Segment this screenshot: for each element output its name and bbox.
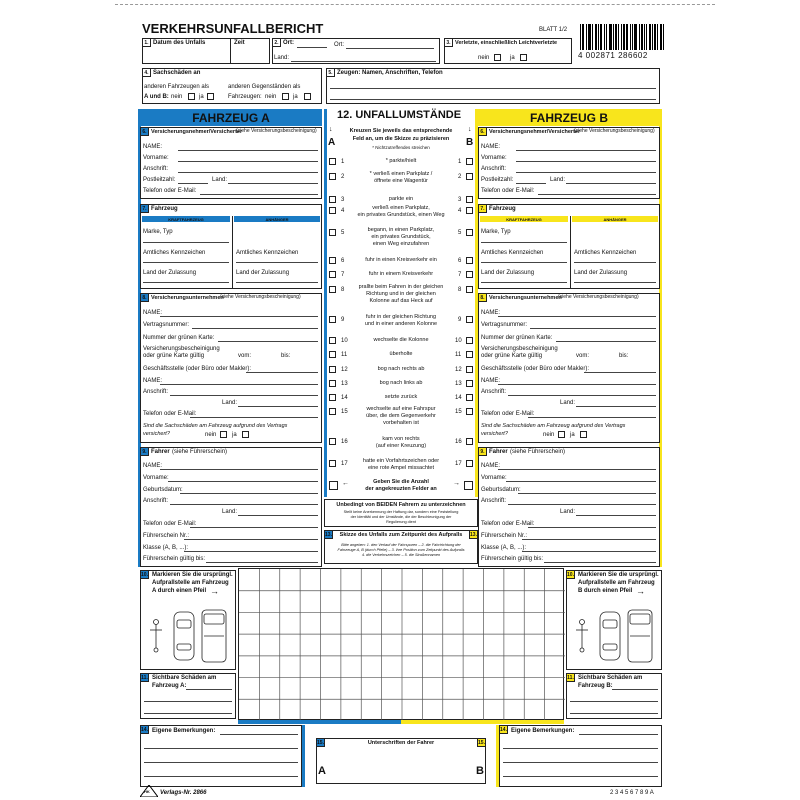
vehicle-b-s8-from: vom: <box>576 353 590 359</box>
vehicle-b-s11-l2: Fahrzeug B: <box>578 683 613 689</box>
vehicle-a-s8-question: Sind die Sachschäden am Fahrzeug aufgrund des Vertrags <box>143 423 288 429</box>
field-time-label: Zeit <box>234 40 245 46</box>
circ-b-num-13: 13 <box>455 381 462 387</box>
circ-text-9: und in einer anderen Kolonne <box>364 321 438 327</box>
vehicle-a-s10-num: 10. <box>141 571 148 578</box>
vehicle-a-s9-address: Anschrift: <box>143 498 169 504</box>
circ-a-checkbox-14[interactable] <box>329 394 336 401</box>
center-instr3: * Nichtzutreffendes streichen <box>372 145 430 150</box>
field-witnesses-label: Zeugen: Namen, Anschriften, Telefon <box>337 70 443 76</box>
field-damage-yes2: ja <box>293 94 298 100</box>
field-place-label2: Ort: <box>334 42 344 48</box>
vehicle-a-s9-firstname: Vorname: <box>143 475 169 481</box>
field-date-num: 1. <box>142 38 151 47</box>
signature-a-letter: A <box>318 765 326 777</box>
circ-b-num-12: 12 <box>455 367 462 373</box>
vehicle-b-header: FAHRZEUG B <box>478 109 660 126</box>
barcode-number: 4 002871 286602 <box>578 51 648 60</box>
count-right-arrow-icon: → <box>453 480 460 487</box>
circ-a-checkbox-15[interactable] <box>329 408 336 415</box>
vehicle-a-s8-valid: oder grüne Karte gültig <box>143 353 205 359</box>
vehicle-b-s8-phone: Telefon oder E-Mail: <box>481 411 535 417</box>
vehicle-a-s6-zip: Postleitzahl: <box>143 177 176 183</box>
vehicle-a-s8-contract: Vertragsnummer: <box>143 322 190 328</box>
vehicle-a-s8-note: (siehe Versicherungsbescheinigung) <box>220 294 301 300</box>
circ-a-num-12: 12 <box>341 367 348 373</box>
circ-b-num-8: 8 <box>458 287 462 293</box>
signatures-num-b: 15. <box>478 739 485 746</box>
vehicle-b-s9-country: Land: <box>560 509 576 515</box>
circ-b-checkbox-3[interactable] <box>466 196 473 203</box>
circ-a-num-9: 9 <box>341 317 345 323</box>
circ-text-10: wechselte die Kolonne <box>373 337 429 343</box>
vehicle-b-s6-note: (siehe Versicherungsbescheinigung) <box>574 128 655 134</box>
vehicle-b-s8-label: Versicherungsunternehmen <box>489 295 562 301</box>
vehicle-a-s9-name: NAME: <box>143 463 163 469</box>
vehicle-b-s7-plate2: Amtliches Kennzeichen <box>574 250 637 256</box>
vehicle-a-s6-phone: Telefon oder E-Mail: <box>143 188 197 194</box>
field-injured-num: 3. <box>444 38 453 47</box>
vehicle-b-s9-num: 9. <box>478 447 487 456</box>
vehicle-b-s6-address: Anschrift: <box>481 166 507 172</box>
vehicle-a-s8-to: bis: <box>281 353 291 359</box>
vehicle-a-s6-name: NAME: <box>143 144 163 150</box>
vehicle-a-s9-note: (siehe Führerschein) <box>172 449 228 455</box>
publisher-number: Verlags-Nr. 2866 <box>160 790 207 796</box>
sketch-grid[interactable] <box>238 568 564 720</box>
top-dashed-line <box>115 4 715 5</box>
circ-text-6: fuhr in einen Kreisverkehr ein <box>365 257 437 263</box>
circ-text-15: vorbehalten ist <box>383 420 419 426</box>
vehicle-b-s10-num: 10. <box>567 571 574 578</box>
vehicle-b-s8-greencard: Nummer der grünen Karte: <box>481 335 553 341</box>
vehicle-b-s6-label: Versicherungsnehmer/Versicherter <box>489 129 581 135</box>
circ-b-checkbox-12[interactable] <box>466 366 473 373</box>
field-damage-label: Sachschäden an <box>153 70 201 76</box>
circ-text-7: fuhr in einem Kreisverkehr <box>368 271 434 277</box>
circ-text-8: prallte beim Fahren in der gleichen <box>358 284 444 290</box>
field-damage-veh1: anderen Fahrzeugen als <box>144 84 210 90</box>
vehicle-b-s7-num: 7. <box>478 204 487 213</box>
center-col-b: B <box>466 137 474 148</box>
vehicle-a-s9-class: Klasse (A, B, ...): <box>143 545 189 551</box>
vehicle-b-s6-num: 6. <box>478 127 487 136</box>
circ-b-checkbox-7[interactable] <box>466 271 473 278</box>
center-title: 12. UNFALLUMSTÄNDE <box>337 109 462 121</box>
circ-a-num-4: 4 <box>341 208 345 214</box>
vehicle-b-s9-valid: Führerschein gültig bis: <box>481 556 544 562</box>
vehicle-b-s9-firstname: Vorname: <box>481 475 507 481</box>
vehicle-a-s8-office: Geschäftsstelle (oder Büro oder Makler): <box>143 366 252 372</box>
vehicle-a-s8-yes: ja <box>232 432 237 438</box>
circ-text-16: (auf einer Kreuzung) <box>375 443 427 449</box>
center-sign2: Stellt keine Anerkennung der Haftung dar, sondern eine Feststellung <box>343 510 459 514</box>
vehicle-b-s9-license: Führerschein Nr.: <box>481 533 528 539</box>
vehicle-a-s8-no-checkbox[interactable] <box>220 431 227 438</box>
vehicle-a-s10-l3: A durch einen Pfeil <box>152 588 207 594</box>
vehicle-a-s6-country: Land: <box>212 177 228 183</box>
circ-b-num-15: 15 <box>455 409 462 415</box>
circ-b-checkbox-6[interactable] <box>466 257 473 264</box>
circ-text-14: setzte zurück <box>384 394 418 400</box>
vehicle-b-s10-l2: Aufprallstelle am Fahrzeug <box>578 580 655 586</box>
circ-text-4: verließ einen Parkplatz, <box>372 205 430 211</box>
circ-b-checkbox-4[interactable] <box>466 207 473 214</box>
vehicle-b-s8-country: Land: <box>560 400 576 406</box>
vehicle-b-s8-note: (siehe Versicherungsbescheinigung) <box>558 294 639 300</box>
circ-b-num-10: 10 <box>455 338 462 344</box>
center-instr1: Kreuzen Sie jeweils das entsprechende <box>349 128 453 134</box>
circ-b-checkbox-11[interactable] <box>466 351 473 358</box>
signature-b-letter: B <box>476 765 484 777</box>
vehicle-a-s8-no: nein <box>205 432 217 438</box>
circ-a-num-7: 7 <box>341 272 345 278</box>
vehicle-b-s7-label: Fahrzeug <box>489 206 516 212</box>
circ-b-checkbox-15[interactable] <box>466 408 473 415</box>
vehicle-b-s9-note: (siehe Führerschein) <box>510 449 566 455</box>
center-instr2: Feld an, um die Skizze zu präzisieren <box>352 136 450 142</box>
vehicle-a-s9-label: Fahrer <box>151 449 170 455</box>
circ-b-num-4: 4 <box>458 208 462 214</box>
field-witnesses-num: 5. <box>326 68 335 77</box>
circ-text-16: kam von rechts <box>382 436 420 442</box>
circ-a-checkbox-6[interactable] <box>329 257 336 264</box>
vehicle-b-s8-no-checkbox[interactable] <box>558 431 565 438</box>
circ-b-checkbox-9[interactable] <box>466 316 473 323</box>
circ-a-num-11: 11 <box>341 352 348 358</box>
field-damage-obj2: Fahrzeugen: <box>228 94 262 100</box>
vehicle-b-s8-question2: versichert? <box>481 431 508 437</box>
circ-a-checkbox-4[interactable] <box>329 207 336 214</box>
vehicle-b-s7-country: Land der Zulassung <box>481 270 535 276</box>
vehicle-a-s6-address: Anschrift: <box>143 166 169 172</box>
vehicle-b-s9-address: Anschrift: <box>481 498 507 504</box>
vehicle-b-s7-country2: Land der Zulassung <box>574 270 628 276</box>
vehicle-a-s9-license: Führerschein Nr.: <box>143 533 190 539</box>
vehicle-b-s9-label: Fahrer <box>489 449 508 455</box>
circ-a-checkbox-12[interactable] <box>329 366 336 373</box>
circ-text-5: begann, in einen Parkplatz, <box>367 227 435 233</box>
vehicle-a-s10-l1: Markieren Sie die ursprüngl. <box>152 572 233 578</box>
circ-text-17: hatte ein Vorfahrtszeichen oder <box>362 458 440 464</box>
vehicle-b-s8-cert: Versicherungsbescheinigung <box>481 346 558 352</box>
vehicle-a-s9-valid: Führerschein gültig bis: <box>143 556 206 562</box>
vehicle-a-s14-num: 14. <box>141 726 148 733</box>
circ-a-checkbox-13[interactable] <box>329 380 336 387</box>
circ-b-checkbox-13[interactable] <box>466 380 473 387</box>
circ-text-13: bog nach links ab <box>379 380 423 386</box>
vehicle-a-s9-phone: Telefon oder E-Mail: <box>143 521 197 527</box>
circ-text-5: ein privates Grundstück, <box>371 234 431 240</box>
circ-b-checkbox-10[interactable] <box>466 337 473 344</box>
center-sign3: der Identität und der Umstände, die der Beschleunigung der <box>350 515 452 519</box>
circ-a-num-15: 15 <box>341 409 348 415</box>
sketch-num-a: 13. <box>325 531 332 538</box>
center-sign4: Regulierung dient <box>386 520 416 524</box>
field-injured-yes: ja <box>510 55 515 61</box>
circ-a-checkbox-1[interactable] <box>329 158 336 165</box>
vehicle-b-s6-country: Land: <box>550 177 566 183</box>
vehicle-a-s8-yes-checkbox[interactable] <box>242 431 249 438</box>
field-damage-yes: ja <box>199 94 204 100</box>
circ-a-checkbox-17[interactable] <box>329 460 336 467</box>
circ-a-checkbox-11[interactable] <box>329 351 336 358</box>
circ-a-num-3: 3 <box>341 197 345 203</box>
circ-a-num-8: 8 <box>341 287 345 293</box>
vehicle-a-s9-country: Land: <box>222 509 238 515</box>
vehicle-a-s8-name2: NAME: <box>143 378 163 384</box>
vehicle-a-s6-note: (siehe Versicherungsbescheinigung) <box>236 128 317 134</box>
vehicle-a-remarks-stripe <box>302 725 305 787</box>
signatures-label: Unterschriften der Fahrer <box>367 740 435 746</box>
vehicle-b-s8-no: nein <box>543 432 555 438</box>
vehicle-a-s10-l2: Aufprallstelle am Fahrzeug <box>152 580 229 586</box>
circ-b-num-6: 6 <box>458 258 462 264</box>
vehicle-a-s8-cert: Versicherungsbescheinigung <box>143 346 220 352</box>
circ-text-15: über, die dem Gegenverkehr <box>366 413 436 419</box>
sketch-note3: 4. die Verkehrszeichen – 5. die Straßennamen <box>361 553 441 557</box>
circ-text-12: bog nach rechts ab <box>377 366 425 372</box>
serial-number: 2 3 4 5 6 7 8 9 A <box>610 790 654 796</box>
vehicle-a-s8-name: NAME: <box>143 310 163 316</box>
vehicle-b-s8-name: NAME: <box>481 310 501 316</box>
vehicle-a-s11-num: 11. <box>141 674 148 681</box>
count-b-checkbox[interactable] <box>464 481 473 490</box>
vehicle-b-s8-valid: oder grüne Karte gültig <box>481 353 543 359</box>
form-title: VERKEHRSUNFALLBERICHT <box>142 21 324 36</box>
center-count1: Geben Sie die Anzahl <box>373 479 429 485</box>
vehicle-a-s6-firstname: Vorname: <box>143 155 169 161</box>
vehicle-a-s7-motor: KRAFTFAHRZEUG <box>142 216 230 222</box>
circ-a-num-17: 17 <box>341 461 348 467</box>
field-damage-obj1: anderen Gegenständen als <box>228 84 301 90</box>
field-damage-no2: nein <box>265 94 277 100</box>
circ-text-9: fuhr in der gleichen Richtung <box>365 314 436 320</box>
circ-b-num-5: 5 <box>458 230 462 236</box>
circ-b-num-14: 14 <box>455 395 462 401</box>
circ-text-17: eine rote Ampel missachtet <box>367 465 435 471</box>
field-damage-veh2: A und B: <box>144 94 169 100</box>
vehicle-a-s8-num: 8. <box>140 293 149 302</box>
vehicle-a-s9-birth: Geburtsdatum: <box>143 487 183 493</box>
field-place-num: 2. <box>272 38 281 47</box>
center-sign1: Unbedingt von BEIDEN Fahrern zu unterzeichnen <box>336 502 466 508</box>
circ-text-8: Kolonne auf das Heck auf <box>369 298 433 304</box>
vehicle-b-s10-l3: B durch einen Pfeil <box>578 588 633 594</box>
vehicle-a-s11-l1: Sichtbare Schäden am <box>152 675 217 681</box>
vehicle-b-s9-name: NAME: <box>481 463 501 469</box>
vehicle-a-s8-greencard: Nummer der grünen Karte: <box>143 335 215 341</box>
vehicle-b-s6-phone: Telefon oder E-Mail: <box>481 188 535 194</box>
signatures-num-a: 15. <box>317 739 324 746</box>
vehicle-b-s7-brand: Marke, Typ <box>481 229 511 235</box>
circ-a-checkbox-16[interactable] <box>329 438 336 445</box>
circ-b-checkbox-5[interactable] <box>466 229 473 236</box>
field-place-label: Ort: <box>283 40 294 46</box>
vehicle-b-s14-num: 14. <box>500 726 507 733</box>
vehicle-b-s8-question: Sind die Sachschäden am Fahrzeug aufgrund des Vertrags <box>481 423 626 429</box>
sketch-label: Skizze des Unfalls zum Zeitpunkt des Aufpralls <box>339 532 463 538</box>
vehicle-a-s8-from: vom: <box>238 353 252 359</box>
center-col-a: A <box>328 137 336 148</box>
vehicle-a-s7-label: Fahrzeug <box>151 206 178 212</box>
sketch-note2: Fahrzeuge A, B (durch Pfeile) – 3. ihre Position zum Zeitpunkt des Aufpralls <box>337 548 465 552</box>
sheet-label: BLATT 1/2 <box>539 27 568 33</box>
circ-a-num-14: 14 <box>341 395 348 401</box>
circ-a-num-10: 10 <box>341 338 348 344</box>
sketch-num-b: 13. <box>470 531 477 538</box>
vehicle-a-s8-phone: Telefon oder E-Mail: <box>143 411 197 417</box>
circ-a-checkbox-7[interactable] <box>329 271 336 278</box>
circ-b-num-1: 1 <box>458 159 462 165</box>
vehicle-b-s11-num: 11. <box>567 674 574 681</box>
circ-a-num-16: 16 <box>341 439 348 445</box>
vehicle-b-s7-motor: KRAFTFAHRZEUG <box>480 216 568 222</box>
circ-text-2: * verließ einen Parkplatz / <box>369 171 433 177</box>
vehicle-a-s7-plate2: Amtliches Kennzeichen <box>236 250 299 256</box>
circ-b-num-17: 17 <box>455 461 462 467</box>
vehicle-a-s8-label: Versicherungsunternehmen <box>151 295 224 301</box>
circ-text-3: parkte ein <box>388 196 414 202</box>
vehicle-b-s6-zip: Postleitzahl: <box>481 177 514 183</box>
vehicle-b-s8-to: bis: <box>619 353 629 359</box>
sketch-bottom-stripe <box>238 720 564 724</box>
circ-b-checkbox-2[interactable] <box>466 173 473 180</box>
vehicle-b-s9-birth: Geburtsdatum: <box>481 487 521 493</box>
vehicle-b-s8-yes-checkbox[interactable] <box>580 431 587 438</box>
vehicle-a-s7-trailer: ANHÄNGER <box>234 216 320 222</box>
center-count2: der angekreuzten Felder an <box>365 486 437 492</box>
vehicle-b-s7-plate: Amtliches Kennzeichen <box>481 250 544 256</box>
circ-b-checkbox-1[interactable] <box>466 158 473 165</box>
circ-a-checkbox-8[interactable] <box>329 286 336 293</box>
circ-a-checkbox-9[interactable] <box>329 316 336 323</box>
vehicle-a-s7-brand: Marke, Typ <box>143 229 173 235</box>
vehicle-a-s7-country2: Land der Zulassung <box>236 270 290 276</box>
vehicle-a-s6-num: 6. <box>140 127 149 136</box>
circ-a-checkbox-5[interactable] <box>329 229 336 236</box>
circ-text-1: * parkte/hielt <box>385 158 417 164</box>
down-arrow-a-icon: ↓ <box>329 126 333 133</box>
vehicle-b-diagrams <box>570 606 658 671</box>
field-injured-no-checkbox[interactable] <box>494 54 501 61</box>
field-date-label: Datum des Unfalls <box>153 40 206 46</box>
field-injured-yes-checkbox[interactable] <box>520 54 527 61</box>
circ-b-num-11: 11 <box>455 352 462 358</box>
arrow-right-icon: → <box>210 586 219 596</box>
vehicle-a-s11-l2: Fahrzeug A: <box>152 683 187 689</box>
sketch-note1: Bitte angeben: 1. den Verlauf der Fahrspuren – 2. die Fahrtrichtung der <box>341 543 461 547</box>
circ-a-checkbox-10[interactable] <box>329 337 336 344</box>
circ-text-11: überholte <box>389 351 413 357</box>
circ-a-checkbox-3[interactable] <box>329 196 336 203</box>
vehicle-b-s8-address: Anschrift: <box>481 389 507 395</box>
field-damage-no: nein <box>171 94 183 100</box>
circ-b-num-16: 16 <box>455 439 462 445</box>
circ-text-4: ein privates Grundstück, einen Weg <box>357 212 445 218</box>
field-injured-label: Verletzte, einschließlich Leichtverletzte <box>455 40 558 46</box>
circ-a-num-5: 5 <box>341 230 345 236</box>
circ-a-num-1: 1 <box>341 159 345 165</box>
vehicle-a-s9-num: 9. <box>140 447 149 456</box>
vehicle-a-s8-address: Anschrift: <box>143 389 169 395</box>
field-country-label: Land: <box>274 55 290 61</box>
vehicle-b-s7-trailer: ANHÄNGER <box>572 216 658 222</box>
circ-text-2: öffnete eine Wagentür <box>374 178 428 184</box>
field-damage-veh-no[interactable] <box>188 93 195 100</box>
circ-b-num-9: 9 <box>458 317 462 323</box>
vehicle-a-s6-label: Versicherungsnehmer/Versicherter <box>151 129 243 135</box>
circ-b-checkbox-17[interactable] <box>466 460 473 467</box>
circ-b-checkbox-16[interactable] <box>466 438 473 445</box>
vehicle-b-s9-class: Klasse (A, B, ...): <box>481 545 527 551</box>
circ-b-num-7: 7 <box>458 272 462 278</box>
barcode <box>578 24 666 52</box>
circ-text-5: einen Weg einzufahren <box>372 241 430 247</box>
publisher-logo-text: HK <box>144 789 150 794</box>
count-left-arrow-icon: ← <box>342 480 349 487</box>
vehicle-b-s8-yes: ja <box>570 432 575 438</box>
vehicle-b-s8-name2: NAME: <box>481 378 501 384</box>
field-damage-obj-yes[interactable] <box>304 93 311 100</box>
circ-b-checkbox-8[interactable] <box>466 286 473 293</box>
vehicle-a-s8-question2: versichert? <box>143 431 170 437</box>
vehicle-b-s6-firstname: Vorname: <box>481 155 507 161</box>
circ-b-checkbox-14[interactable] <box>466 394 473 401</box>
vehicle-a-diagrams <box>144 606 232 671</box>
vehicle-b-s8-contract: Vertragsnummer: <box>481 322 528 328</box>
circ-text-15: wechselte auf eine Fahrspur <box>366 406 436 412</box>
vehicle-b-s10-l1: Markieren Sie die ursprüngl. <box>578 572 659 578</box>
vehicle-a-s14-label: Eigene Bemerkungen: <box>152 728 216 734</box>
circ-b-num-2: 2 <box>458 174 462 180</box>
vehicle-b-s11-l1: Sichtbare Schäden am <box>578 675 643 681</box>
circ-b-num-3: 3 <box>458 197 462 203</box>
circ-a-num-13: 13 <box>341 381 348 387</box>
vehicle-b-s6-name: NAME: <box>481 144 501 150</box>
vehicle-a-s7-plate: Amtliches Kennzeichen <box>143 250 206 256</box>
vehicle-a-header: FAHRZEUG A <box>140 109 322 126</box>
arrow-right-icon: → <box>636 586 645 596</box>
vehicle-b-s14-label: Eigene Bemerkungen: <box>511 728 575 734</box>
vehicle-b-s8-num: 8. <box>478 293 487 302</box>
circ-text-8: Richtung und in der gleichen <box>366 291 436 297</box>
field-damage-obj-no[interactable] <box>282 93 289 100</box>
field-damage-veh-yes[interactable] <box>207 93 214 100</box>
vehicle-b-s9-phone: Telefon oder E-Mail: <box>481 521 535 527</box>
vehicle-b-s8-office: Geschäftsstelle (oder Büro oder Makler): <box>481 366 590 372</box>
vehicle-a-s7-num: 7. <box>140 204 149 213</box>
field-damage-num: 4. <box>142 68 151 77</box>
circ-a-num-6: 6 <box>341 258 345 264</box>
down-arrow-b-icon: ↓ <box>468 126 472 133</box>
circ-a-checkbox-2[interactable] <box>329 173 336 180</box>
circ-a-num-2: 2 <box>341 174 345 180</box>
vehicle-a-s8-country: Land: <box>222 400 238 406</box>
vehicle-a-s7-country: Land der Zulassung <box>143 270 197 276</box>
count-a-checkbox[interactable] <box>329 481 338 490</box>
field-injured-no: nein <box>478 55 490 61</box>
